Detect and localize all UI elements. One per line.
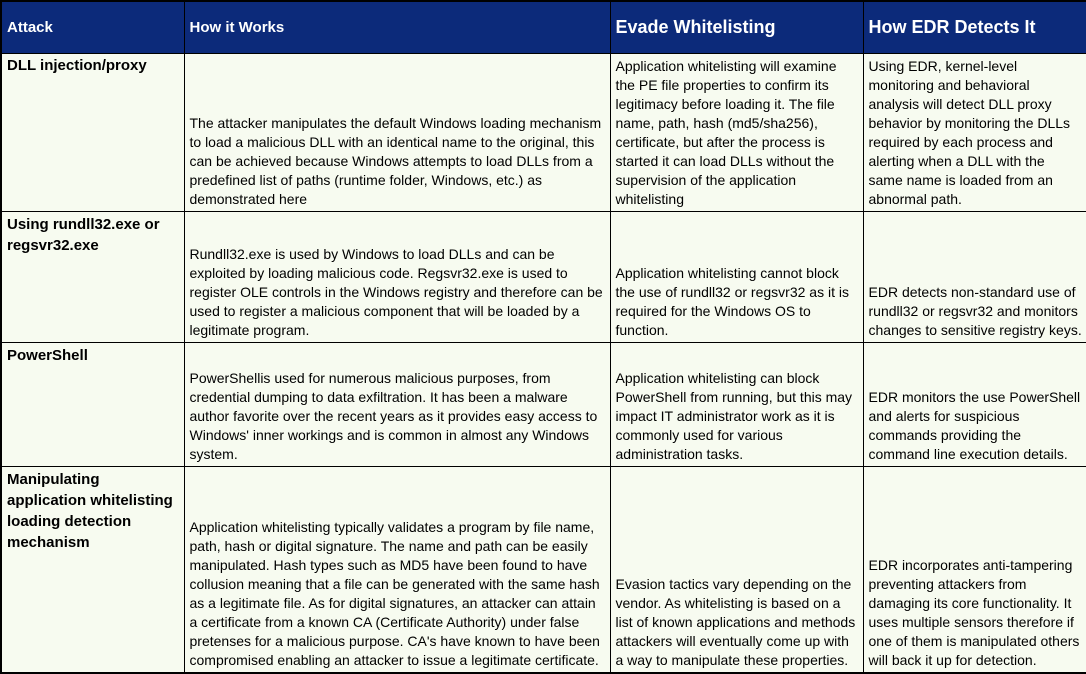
- table-row: [1, 466, 1086, 673]
- edr-detection-cell: Using EDR, kernel-level monitoring and behavioral analysis will detect DLL proxy behavior by monitoring the DLLs required by each process and alerting when a DLL with the same name is loaded from an abnormal path.: [863, 53, 1086, 211]
- edr-detection-cell: EDR incorporates anti-tampering preventing attackers from damaging its core functionality. It uses multiple sensors therefore if one of them is manipulated others will back it up for detection.: [863, 466, 1086, 673]
- table-row: [1, 211, 1086, 342]
- attack-cell: Using rundll32.exe or regsvr32.exe: [1, 211, 184, 342]
- how-it-works-cell: PowerShellis used for numerous malicious purposes, from credential dumping to data exfiltration. It has been a malware author favorite over the recent years as it provides easy access to Windows' inner workings and is common in almost any Windows system.: [184, 342, 610, 466]
- evade-whitelisting-cell: Evasion tactics vary depending on the vendor. As whitelisting is based on a list of known applications and methods attackers will eventually come up with a way to manipulate these properties.: [610, 466, 863, 673]
- how-it-works-cell: The attacker manipulates the default Windows loading mechanism to load a malicious DLL with an identical name to the original, this can be achieved because Windows attempts to load DLLs from a predefined list of paths (runtime folder, Windows, etc.) as demonstrated here: [184, 53, 610, 211]
- header-how-it-works: How it Works: [184, 1, 610, 53]
- edr-detection-cell: EDR detects non-standard use of rundll32 or regsvr32 and monitors changes to sensitive registry keys.: [863, 211, 1086, 342]
- evade-whitelisting-cell: Application whitelisting cannot block the use of rundll32 or regsvr32 as it is required for the Windows OS to function.: [610, 211, 863, 342]
- attack-cell: PowerShell: [1, 342, 184, 466]
- header-evade-whitelisting: Evade Whitelisting: [610, 1, 863, 53]
- table-row: [1, 53, 1086, 211]
- edr-detection-cell: EDR monitors the use PowerShell and alerts for suspicious commands providing the command line execution details.: [863, 342, 1086, 466]
- header-row: [1, 1, 1086, 53]
- how-it-works-cell: Application whitelisting typically validates a program by file name, path, hash or digital signature. The name and path can be easily manipulated. Hash types such as MD5 have been found to have collusion meaning that a file can be generated with the same hash as a legitimate file. As for digital signatures, an attacker can attain a certificate from a known CA (Certificate Authority) under false pretenses for a malicious purpose. CA's have known to have been compromised enabling an attacker to issue a legitimate certificate.: [184, 466, 610, 673]
- evade-whitelisting-cell: Application whitelisting will examine the PE file properties to confirm its legitimacy before loading it. The file name, path, hash (md5/sha256), certificate, but after the process is started it can load DLLs without the supervision of the application whitelisting: [610, 53, 863, 211]
- header-attack: Attack: [1, 1, 184, 53]
- header-how-edr-detects: How EDR Detects It: [863, 1, 1086, 53]
- how-it-works-cell: Rundll32.exe is used by Windows to load DLLs and can be exploited by loading malicious code. Regsvr32.exe is used to register OLE controls in the Windows registry and therefore can be used to register a malicious component that will be loaded by a legitimate program.: [184, 211, 610, 342]
- evade-whitelisting-cell: Application whitelisting can block PowerShell from running, but this may impact IT administrator work as it is commonly used for various administration tasks.: [610, 342, 863, 466]
- attack-cell: Manipulating application whitelisting loading detection mechanism: [1, 466, 184, 673]
- table-row: [1, 342, 1086, 466]
- attack-cell: DLL injection/proxy: [1, 53, 184, 211]
